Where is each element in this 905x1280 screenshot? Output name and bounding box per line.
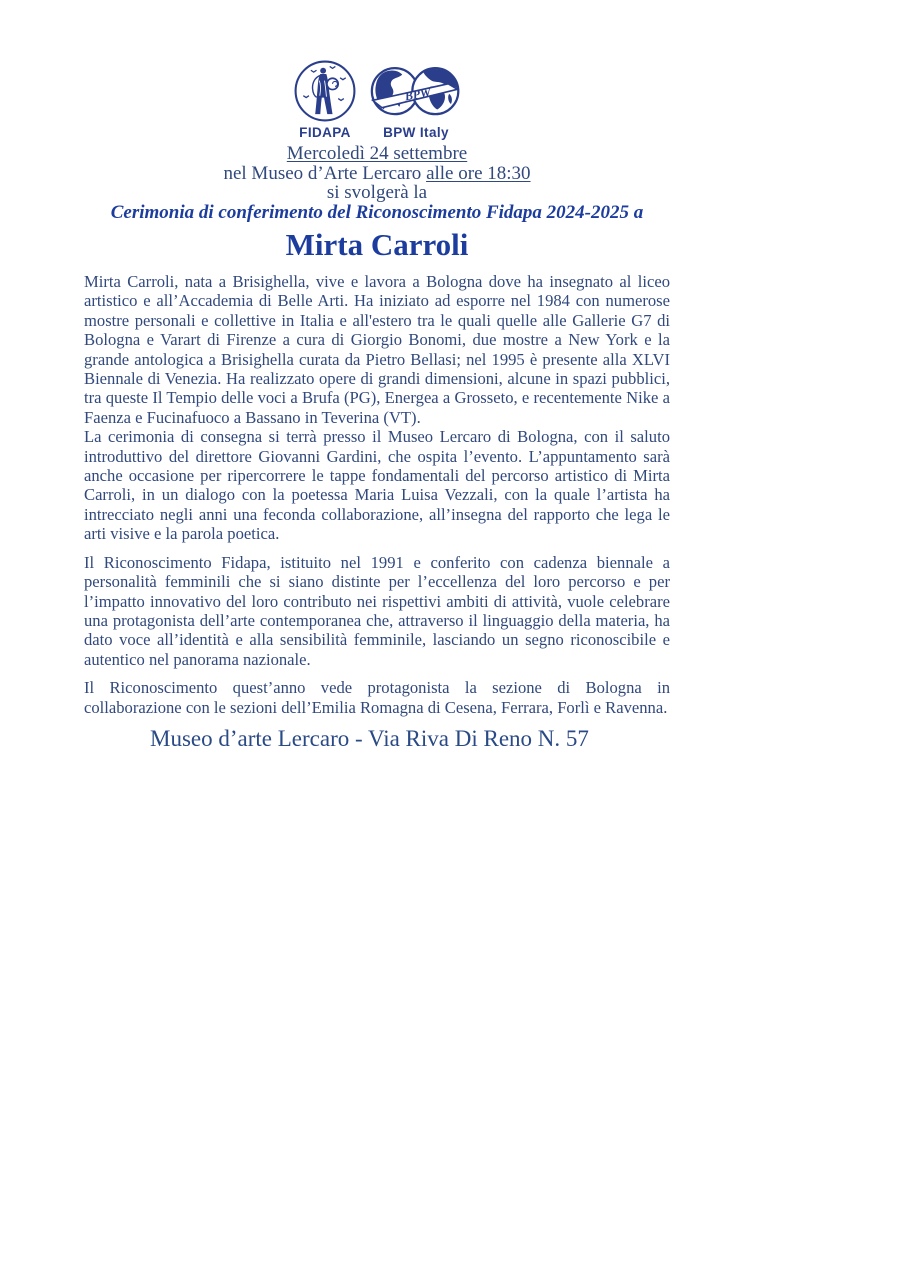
fidapa-figure-icon [292, 58, 358, 124]
bpw-banner-text: BPW [403, 85, 432, 104]
bpw-italy-logo [370, 62, 462, 140]
event-date: Mercoledì 24 settembre [286, 143, 468, 164]
sections-paragraph: Il Riconoscimento quest’anno vede protagonista la sezione di Bologna in collaborazione con le sezioni dell’Emilia Romagna di Cesena, Ferrara, Forlì e Ravenna. [84, 678, 670, 717]
event-venue [84, 164, 670, 184]
venue-address: Museo d’arte Lercaro - Via Riva Di Reno N. 57 [150, 725, 589, 751]
fidapa-logo-label: FIDAPA [299, 125, 351, 140]
event-lead-in: si svolgerà la [326, 182, 428, 203]
page-title: Mirta Carroli [285, 227, 469, 262]
bpw-double-globe-icon [370, 62, 462, 124]
ceremony-paragraph: La cerimonia di consegna si terrà presso il Museo Lercaro di Bologna, con il saluto introduttivo del direttore Giovanni Gardini, che ospita l’evento. L’appuntamento sarà anche occasione per ripercorrere le tappe fondamentali del percorso artistico di Mirta Carroli, in un dialogo con la poetessa Maria Luisa Vezzali, con la quale l’artista ha intrecciato negli anni una feconda collaborazione, all’insegna del rapporto che lega le arti visive e la parola poetica. [84, 427, 670, 544]
content-column [84, 0, 670, 753]
bio-paragraph: Mirta Carroli, nata a Brisighella, vive e lavora a Bologna dove ha insegnato al liceo artistico e all’Accademia di Belle Arti. Ha iniziato ad esporre nel 1984 con numerose mostre personali e collettive in Italia e all'estero tra le quali quelle alle Gallerie G7 di Bologna e Varart di Firenze a cura di Giorgio Bonomi, due mostre a New York e la grande antologica a Brisighella curata da Pietro Bellasi; nel 1995 è presente alla XLVI Biennale di Venezia. Ha realizzato opere di grandi dimensioni, alcune in spazi pubblici, tra queste Il Tempio delle voci a Brufa (PG), Energea a Grosseto, e recentemente Nike a Faenza e Fucinafuoco a Bassano in Teverina (VT). [84, 272, 670, 427]
logo-row [84, 0, 670, 140]
fidapa-logo [292, 58, 358, 140]
ceremony-line: Cerimonia di conferimento del Riconoscimento Fidapa 2024-2025 a [110, 201, 644, 223]
event-venue-text: nel Museo d’Arte Lercaro [223, 162, 427, 184]
event-time: alle ore 18:30 [426, 162, 531, 184]
award-paragraph: Il Riconoscimento Fidapa, istituito nel 1991 e conferito con cadenza biennale a personalità femminili che si siano distinte per l’eccellenza del loro percorso e per l’impatto innovativo del loro contributo nei rispettivi ambiti di attività, vuole celebrare una protagonista dell’arte contemporanea che, attraverso il linguaggio della materia, ha dato voce all’identità e alla sensibilità femminile, lasciando un segno riconoscibile e autentico nel panorama nazionale. [84, 552, 670, 669]
bpw-logo-label: BPW Italy [383, 125, 449, 140]
